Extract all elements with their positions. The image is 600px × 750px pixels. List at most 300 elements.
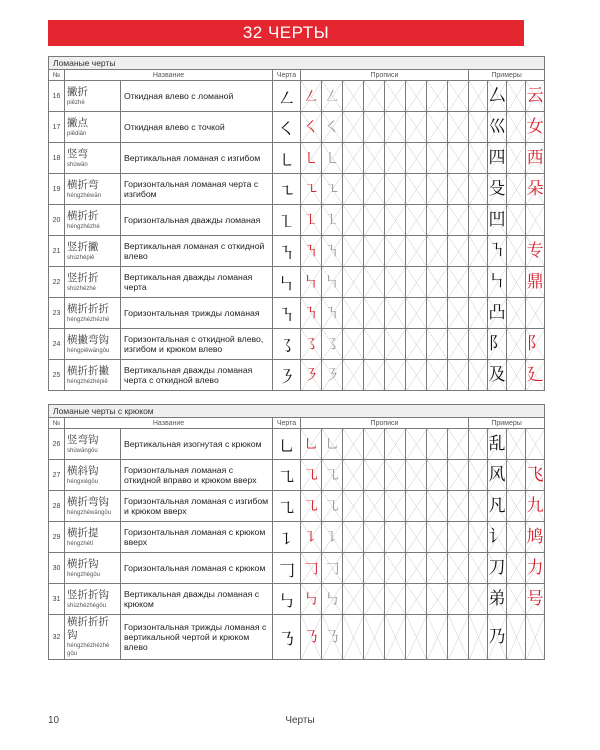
stroke-name-pinyin: héngxiégōu [67,478,99,485]
stroke-row [49,143,545,174]
practice-cell-empty [448,174,469,205]
stroke-row [49,298,545,329]
example-char: 凡 [488,491,507,522]
example-char-highlight: 力 [526,553,545,584]
stroke-name [65,329,121,360]
practice-cell-faded: ㇈ [322,491,343,522]
practice-cell-empty [385,298,406,329]
stroke-description: Горизонтальная ломаная с откидной вправо и крюком вверх [121,460,273,491]
example-cell-empty [507,143,526,174]
practice-cell-empty [343,584,364,615]
practice-cell-faded: ㇋ [322,360,343,391]
practice-cell-empty [343,298,364,329]
stroke-name-pinyin: héngzhéwān [67,192,102,199]
stroke-number: 32 [49,615,65,660]
col-stroke: Черта [273,70,301,81]
practice-cell-empty [427,298,448,329]
practice-cell-empty [343,429,364,460]
example-cell-empty [507,205,526,236]
practice-cell-empty [448,360,469,391]
stroke-name [65,522,121,553]
practice-cell-faded: ㇟ [322,429,343,460]
practice-cell-faded: ㇊ [322,522,343,553]
stroke-glyph: ㇌ [273,329,301,360]
example-char-highlight: 廴 [526,360,545,391]
practice-cell-empty [343,460,364,491]
example-char: 风 [488,460,507,491]
example-cell-empty [469,174,488,205]
stroke-number: 29 [49,522,65,553]
practice-cell-empty [448,429,469,460]
footer-title: Черты [285,715,315,726]
practice-cell-faded: ㇄ [322,143,343,174]
practice-cell-empty [385,429,406,460]
example-char: 殳 [488,174,507,205]
practice-cell-empty [427,174,448,205]
example-cell-empty [507,522,526,553]
practice-cell-traced: 𠃌 [301,553,322,584]
practice-cell-empty [427,81,448,112]
practice-cell-empty [427,143,448,174]
col-name: Название [65,70,273,81]
stroke-name-hanzi: 撇点 [67,116,88,129]
example-cell-empty [507,460,526,491]
practice-cell-empty [343,267,364,298]
practice-cell-empty [364,615,385,660]
practice-cell-empty [385,174,406,205]
practice-cell-empty [448,491,469,522]
example-char: ㇞ [488,267,507,298]
practice-cell-empty [427,429,448,460]
practice-cell-empty [448,267,469,298]
stroke-name-pinyin: shùzhézhé [67,285,97,292]
col-practice: Прописи [301,70,469,81]
practice-cell-empty [385,522,406,553]
practice-cell-traced: ㇟ [301,429,322,460]
stroke-number: 28 [49,491,65,522]
stroke-description: Вертикальная ломаная с откидной влево [121,236,273,267]
stroke-name [65,553,121,584]
example-cell-empty [469,460,488,491]
example-cell-empty [469,329,488,360]
stroke-name [65,360,121,391]
example-cell-empty [469,81,488,112]
stroke-description: Горизонтальная ломаная с изгибом и крюком вверх [121,491,273,522]
practice-cell-traced: ㇍ [301,174,322,205]
example-char: 及 [488,360,507,391]
practice-cell-faded: ㇅ [322,205,343,236]
example-cell-empty [507,236,526,267]
practice-cell-empty [448,112,469,143]
stroke-name-pinyin: héngzhézhépiě [67,378,108,385]
page-number: 10 [48,715,60,726]
practice-cell-empty [427,553,448,584]
stroke-glyph: ㇄ [273,143,301,174]
practice-cell-empty [343,174,364,205]
stroke-glyph: ㇟ [273,429,301,460]
stroke-number: 26 [49,429,65,460]
stroke-name [65,615,121,660]
practice-cell-empty [406,491,427,522]
example-char-highlight: 朵 [526,174,545,205]
stroke-description: Вертикальная дважды ломаная черта с откидной влево [121,360,273,391]
practice-cell-empty [364,174,385,205]
practice-cell-empty [448,553,469,584]
practice-cell-faded: ㇛ [322,112,343,143]
example-cell-empty [507,298,526,329]
col-examples: Примеры [469,418,545,429]
practice-cell-empty [385,360,406,391]
stroke-number: 30 [49,553,65,584]
practice-cell-empty [364,205,385,236]
stroke-name-hanzi: 横折提 [67,526,99,539]
stroke-name-hanzi: 横折折 [67,209,99,222]
stroke-name [65,267,121,298]
stroke-row [49,615,545,660]
example-char: 四 [488,143,507,174]
practice-cell-faded: ㇞ [322,267,343,298]
example-cell-empty [507,267,526,298]
stroke-glyph: ㇈ [273,460,301,491]
example-char-highlight [526,205,545,236]
practice-cell-empty [343,615,364,660]
stroke-description: Горизонтальная ломаная с крюком вверх [121,522,273,553]
stroke-number: 25 [49,360,65,391]
col-examples: Примеры [469,70,545,81]
example-cell-empty [507,584,526,615]
stroke-name [65,81,121,112]
stroke-name [65,205,121,236]
practice-cell-faded: 𠃌 [322,553,343,584]
practice-cell-traced: ㇄ [301,143,322,174]
example-char-highlight: 鼎 [526,267,545,298]
stroke-name-pinyin: héngzhézhé [67,223,100,230]
stroke-name [65,143,121,174]
practice-cell-empty [385,267,406,298]
stroke-glyph: ㇛ [273,112,301,143]
stroke-number: 17 [49,112,65,143]
practice-cell-empty [406,429,427,460]
example-char-highlight: 号 [526,584,545,615]
broken-strokes-table [48,56,545,391]
stroke-glyph: ㇅ [273,205,301,236]
stroke-glyph: ㇍ [273,174,301,205]
stroke-name-hanzi: 横折弯 [67,178,99,191]
stroke-name [65,429,121,460]
example-char-highlight: 女 [526,112,545,143]
example-char: 凹 [488,205,507,236]
stroke-glyph: ㇎ [273,298,301,329]
practice-cell-empty [448,460,469,491]
stroke-name-hanzi: 竖弯钩 [67,433,99,446]
stroke-name-hanzi: 横折弯钩 [67,495,109,508]
example-char-highlight: 鸠 [526,522,545,553]
stroke-number: 19 [49,174,65,205]
stroke-name [65,112,121,143]
practice-cell-traced: ㇞ [301,267,322,298]
practice-cell-traced: ㇎ [301,298,322,329]
practice-cell-empty [406,267,427,298]
practice-cell-empty [343,112,364,143]
practice-cell-traced: ㇈ [301,491,322,522]
practice-cell-empty [364,112,385,143]
practice-cell-traced: ㇜ [301,81,322,112]
stroke-name [65,491,121,522]
stroke-glyph: ㇉ [273,584,301,615]
practice-cell-empty [406,112,427,143]
practice-cell-empty [427,615,448,660]
practice-cell-empty [385,329,406,360]
stroke-name-pinyin: héngzhétí [67,540,94,547]
practice-cell-empty [364,298,385,329]
col-practice: Прописи [301,418,469,429]
page-banner-title: 32 ЧЕРТЫ [48,20,524,46]
practice-cell-empty [343,491,364,522]
stroke-name [65,298,121,329]
practice-cell-empty [448,615,469,660]
practice-cell-empty [343,360,364,391]
stroke-name-hanzi: 撇折 [67,85,88,98]
practice-cell-empty [406,553,427,584]
stroke-name [65,236,121,267]
stroke-row [49,205,545,236]
practice-cell-empty [427,329,448,360]
practice-cell-traced: ㇛ [301,112,322,143]
practice-cell-empty [406,329,427,360]
stroke-name-pinyin: shùzhépiě [67,254,95,261]
stroke-name [65,460,121,491]
example-char: 乃 [488,615,507,660]
practice-cell-empty [385,584,406,615]
practice-cell-empty [448,522,469,553]
practice-cell-traced: ㇡ [301,615,322,660]
example-cell-empty [507,329,526,360]
practice-cell-empty [427,267,448,298]
practice-cell-empty [406,81,427,112]
col-num: № [49,418,65,429]
stroke-row [49,329,545,360]
practice-cell-empty [343,522,364,553]
example-cell-empty [507,360,526,391]
practice-cell-empty [427,522,448,553]
example-cell-empty [469,522,488,553]
stroke-row [49,112,545,143]
practice-cell-empty [364,460,385,491]
practice-cell-empty [385,236,406,267]
example-char-highlight: 专 [526,236,545,267]
practice-cell-empty [448,81,469,112]
practice-cell-empty [448,205,469,236]
practice-cell-empty [406,174,427,205]
practice-cell-empty [448,143,469,174]
practice-cell-traced: ㇅ [301,205,322,236]
practice-cell-faded: ㇜ [322,81,343,112]
practice-cell-empty [406,584,427,615]
stroke-name-hanzi: 横折折折钩 [67,616,109,641]
stroke-glyph: ㇡ [273,615,301,660]
stroke-number: 22 [49,267,65,298]
col-num: № [49,70,65,81]
section-title: Ломаные черты с крюком [49,405,545,418]
section-title: Ломаные черты [49,57,545,70]
example-cell-empty [469,615,488,660]
example-char: 厶 [488,81,507,112]
practice-cell-empty [385,143,406,174]
example-cell-empty [469,236,488,267]
stroke-glyph: ㇋ [273,360,301,391]
example-char-highlight [526,298,545,329]
practice-cell-empty [427,205,448,236]
practice-cell-empty [427,112,448,143]
example-cell-empty [469,584,488,615]
practice-cell-faded: ㇎ [322,236,343,267]
practice-cell-empty [364,522,385,553]
stroke-description: Горизонтальная ломаная с крюком [121,553,273,584]
example-char-highlight: 阝 [526,329,545,360]
stroke-glyph: ㇞ [273,267,301,298]
practice-cell-empty [427,236,448,267]
practice-cell-empty [427,460,448,491]
example-cell-empty [469,429,488,460]
stroke-name-hanzi: 竖弯 [67,147,88,160]
stroke-description: Вертикальная изогнутая с крюком [121,429,273,460]
stroke-row [49,81,545,112]
practice-cell-traced: ㇉ [301,584,322,615]
stroke-description: Горизонтальная трижды ломаная с вертикальной чертой и крюком влево [121,615,273,660]
example-char-highlight [526,615,545,660]
stroke-name-pinyin: shùzhézhégōu [67,602,107,609]
example-char: 凸 [488,298,507,329]
example-char-highlight: 九 [526,491,545,522]
practice-cell-empty [448,298,469,329]
example-cell-empty [469,205,488,236]
example-cell-empty [469,267,488,298]
practice-cell-empty [448,329,469,360]
stroke-name-pinyin: shùwāngōu [67,447,98,454]
example-char: 刀 [488,553,507,584]
practice-cell-empty [343,143,364,174]
stroke-description: Вертикальная дважды ломаная черта [121,267,273,298]
practice-cell-empty [343,236,364,267]
stroke-name [65,584,121,615]
stroke-name-hanzi: 竖折撇 [67,240,99,253]
practice-cell-empty [406,615,427,660]
stroke-number: 20 [49,205,65,236]
stroke-name-pinyin: héngpiěwāngōu [67,347,110,354]
practice-cell-empty [427,491,448,522]
practice-cell-empty [385,205,406,236]
practice-cell-empty [385,460,406,491]
practice-cell-empty [364,267,385,298]
example-char: 阝 [488,329,507,360]
practice-cell-empty [406,298,427,329]
example-cell-empty [469,112,488,143]
stroke-row [49,522,545,553]
example-cell-empty [507,491,526,522]
practice-cell-empty [364,553,385,584]
practice-cell-empty [364,81,385,112]
practice-cell-faded: ㇍ [322,174,343,205]
stroke-name-pinyin: héngzhéwāngōu [67,509,112,516]
example-cell-empty [469,298,488,329]
stroke-description: Вертикальная ломаная с изгибом [121,143,273,174]
stroke-number: 27 [49,460,65,491]
example-cell-empty [507,174,526,205]
example-cell-empty [507,112,526,143]
stroke-glyph: ㇎ [273,236,301,267]
example-char-highlight: 云 [526,81,545,112]
stroke-name-pinyin: héngzhézhézhé gōu [67,643,110,657]
practice-cell-traced: ㇈ [301,460,322,491]
practice-cell-faded: ㇡ [322,615,343,660]
practice-cell-traced: ㇌ [301,329,322,360]
stroke-number: 16 [49,81,65,112]
practice-cell-empty [343,553,364,584]
stroke-row [49,267,545,298]
example-char-highlight: 西 [526,143,545,174]
practice-cell-empty [364,143,385,174]
example-char: 讠 [488,522,507,553]
practice-cell-empty [427,360,448,391]
example-cell-empty [507,615,526,660]
practice-cell-traced: ㇎ [301,236,322,267]
stroke-number: 21 [49,236,65,267]
example-cell-empty [469,143,488,174]
example-cell-empty [507,81,526,112]
stroke-row [49,236,545,267]
practice-cell-empty [385,553,406,584]
col-name: Название [65,418,273,429]
practice-cell-empty [364,360,385,391]
practice-cell-empty [364,584,385,615]
col-stroke: Черта [273,418,301,429]
stroke-description: Вертикальная дважды ломаная с крюком [121,584,273,615]
example-cell-empty [507,553,526,584]
example-cell-empty [469,553,488,584]
stroke-name-hanzi: 横撇弯钩 [67,333,109,346]
stroke-name-pinyin: shùwān [67,161,88,168]
stroke-glyph: ㇈ [273,491,301,522]
stroke-name-pinyin: héngzhézhézhé [67,316,110,323]
practice-cell-empty [406,522,427,553]
practice-cell-empty [343,205,364,236]
stroke-name-hanzi: 横折折撇 [67,364,109,377]
stroke-number: 18 [49,143,65,174]
practice-cell-empty [385,81,406,112]
example-char: ㇎ [488,236,507,267]
stroke-name-pinyin: héngzhégōu [67,571,101,578]
example-char-highlight [526,429,545,460]
stroke-name-hanzi: 竖折折 [67,271,99,284]
practice-cell-empty [364,236,385,267]
stroke-number: 23 [49,298,65,329]
stroke-glyph: ㇜ [273,81,301,112]
stroke-name-hanzi: 横折钩 [67,557,99,570]
stroke-row [49,491,545,522]
stroke-glyph: ㇊ [273,522,301,553]
practice-cell-faded: ㇌ [322,329,343,360]
practice-cell-empty [448,236,469,267]
stroke-description: Горизонтальная трижды ломаная [121,298,273,329]
stroke-name-hanzi: 横折折折 [67,302,109,315]
stroke-row [49,174,545,205]
practice-cell-empty [343,81,364,112]
practice-cell-empty [448,584,469,615]
stroke-name-pinyin: piězhé [67,99,85,106]
stroke-row [49,553,545,584]
practice-cell-empty [406,143,427,174]
example-char: 巛 [488,112,507,143]
